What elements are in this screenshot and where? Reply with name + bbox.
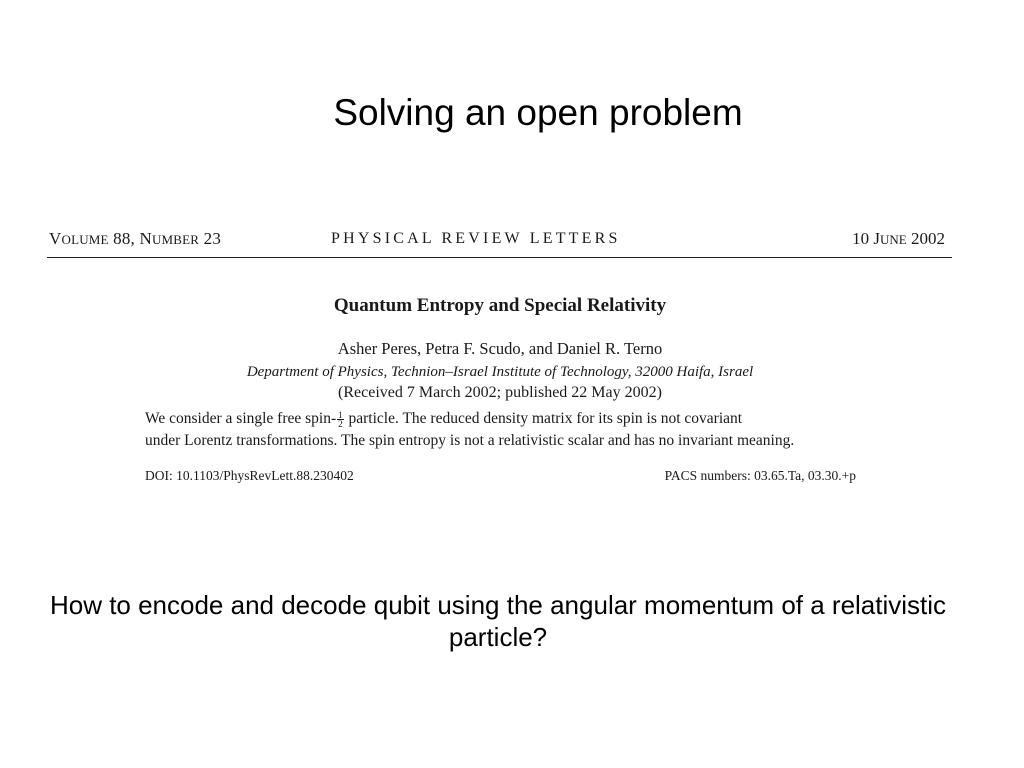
abstract-line-2: under Lorentz transformations. The spin entropy is not a relativistic scalar and has no invariant meaning. [145, 432, 795, 449]
paper-affiliation: Department of Physics, Technion–Israel Institute of Technology, 32000 Haifa, Israel [246, 364, 754, 380]
issue-date: 10 JUNE 2002 [852, 229, 945, 248]
slide-title: Solving an open problem [333, 92, 743, 133]
volume-number: VOLUME 88, NUMBER 23 [49, 229, 222, 248]
paper-pacs: PACS numbers: 03.65.Ta, 03.30.+p [664, 468, 856, 483]
paper-authors: Asher Peres, Petra F. Scudo, and Daniel R. Terno [337, 339, 663, 358]
slide-question: How to encode and decode qubit using the angular momentum of a relativistic particle? [49, 590, 947, 652]
fraction-one-half: $\frac{1}{2}$ [338, 409, 343, 429]
header-rule [47, 257, 952, 258]
paper-clipping [47, 222, 952, 492]
abstract-line-1: We consider a single free spin- $\frac{1}{2}$ particle. The reduced density matrix for its spin is not covariant [145, 409, 743, 429]
paper-received-dates: (Received 7 March 2002; published 22 May 2002) [338, 384, 662, 401]
paper-abstract [145, 408, 860, 452]
paper-doi: DOI: 10.1103/PhysRevLett.88.230402 [145, 468, 354, 483]
journal-header [49, 226, 949, 252]
paper-title: Quantum Entropy and Special Relativity [333, 295, 667, 316]
journal-name: PHYSICAL REVIEW LETTERS [331, 230, 621, 247]
